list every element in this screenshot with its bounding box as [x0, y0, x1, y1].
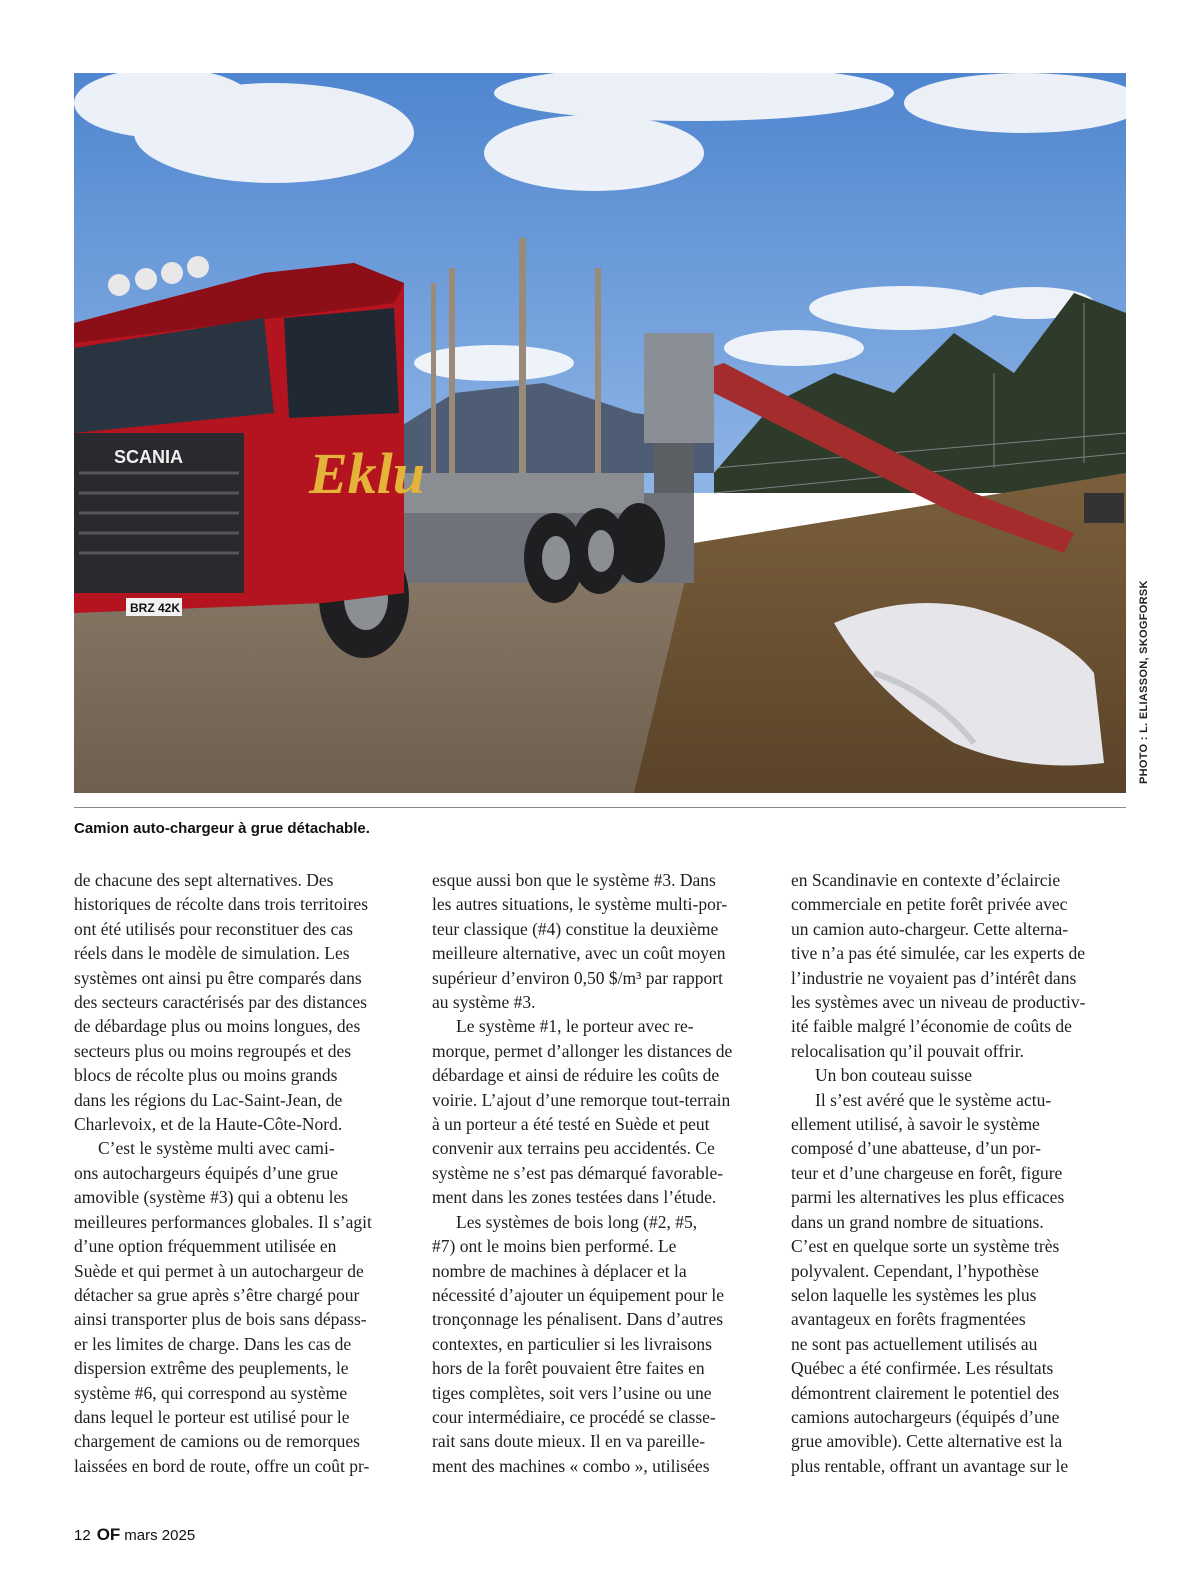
cab-name-text: Eklu [309, 441, 426, 506]
text-line: commerciale en petite forêt privée avec [791, 894, 1068, 915]
paragraph [432, 1014, 768, 1209]
photo-caption: Camion auto-chargeur à grue détachable. [74, 820, 370, 837]
text-line: ont été utilisés pour reconstituer des cas [74, 918, 353, 939]
text-line: amovible (système #3) qui a obtenu les [74, 1187, 349, 1208]
text-line: d’une option fréquemment utilisée en [74, 1236, 337, 1257]
text-line: ons autochargeurs équipés d’une grue [74, 1162, 339, 1183]
text-line: tiges complètes, soit vers l’usine ou une [432, 1382, 712, 1403]
text-line: blocs de récolte plus ou moins grands [74, 1065, 338, 1086]
text-line: les systèmes avec un niveau de productiv- [791, 992, 1086, 1013]
text-line: système ne s’est pas démarqué favorable- [432, 1162, 724, 1183]
text-line: dans un grand nombre de situations. [791, 1211, 1044, 1232]
text-line: camions autochargeurs (équipés d’une [791, 1406, 1060, 1427]
text-line: ment des machines « combo », utilisées [432, 1455, 710, 1476]
text-line: des secteurs caractérisés par des distances [74, 992, 367, 1013]
text-line: démontrent clairement le potentiel des [791, 1382, 1060, 1403]
text-line: esque aussi bon que le système #3. Dans [432, 870, 716, 890]
text-line: voirie. L’ajout d’une remorque tout-terrain [432, 1089, 731, 1110]
text-line: dispersion extrême des peuplements, le [74, 1358, 349, 1379]
text-line: polyvalent. Cependant, l’hypothèse [791, 1260, 1039, 1281]
text-line: cour intermédiaire, ce procédé se classe- [432, 1406, 716, 1427]
text-line: l’industrie ne voyaient pas d’intérêt dans [791, 967, 1077, 988]
text-column-2 [432, 868, 768, 1478]
text-line: Le système #1, le porteur avec re- [456, 1016, 694, 1037]
magazine-name: OF [96, 1525, 121, 1544]
text-line: débardage et ainsi de réduire les coûts de [432, 1065, 720, 1086]
text-line: hors de la forêt pouvaient être faites en [432, 1358, 705, 1379]
text-line: contextes, en particulier si les livraisons [432, 1333, 712, 1354]
paragraph [791, 868, 1127, 1063]
text-line: tive n’a pas été simulée, car les experts de [791, 943, 1085, 964]
plate-text: BRZ 42K [130, 601, 181, 615]
text-line: Les systèmes de bois long (#2, #5, [456, 1211, 698, 1232]
text-line: Un bon couteau suisse [815, 1065, 972, 1086]
text-line: supérieur d’environ 0,50 $/m³ par rapport [432, 967, 723, 988]
text-line: meilleures performances globales. Il s’agit [74, 1211, 372, 1232]
text-line: à un porteur a été testé en Suède et peut [432, 1114, 710, 1135]
text-line: Québec a été confirmée. Les résultats [791, 1358, 1054, 1379]
text-line: de chacune des sept alternatives. Des [74, 870, 334, 890]
text-column-3 [791, 868, 1127, 1478]
text-line: historiques de récolte dans trois territoires [74, 894, 369, 915]
text-line: teur classique (#4) constitue la deuxième [432, 918, 719, 939]
text-line: chargement de camions ou de remorques [74, 1431, 360, 1452]
text-line: ainsi transporter plus de bois sans dépass- [74, 1309, 367, 1330]
text-line: parmi les alternatives les plus efficaces [791, 1187, 1065, 1208]
text-line: rait sans doute mieux. Il en va pareille- [432, 1431, 706, 1452]
text-line: #7) ont le moins bien performé. Le [432, 1236, 677, 1257]
text-line: teur et d’une chargeuse en forêt, figure [791, 1162, 1063, 1183]
text-line: système #6, qui correspond au système [74, 1382, 348, 1403]
text-line: secteurs plus ou moins regroupés et des [74, 1040, 352, 1061]
text-line: réels dans le modèle de simulation. Les [74, 943, 350, 964]
text-line: C’est le système multi avec cami- [98, 1138, 335, 1159]
photo-credit [1134, 580, 1158, 796]
text-line: Il s’est avéré que le système actu- [815, 1089, 1052, 1110]
paragraph [74, 1136, 410, 1478]
paragraph [432, 1210, 768, 1478]
text-line: les autres situations, le système multi-por- [432, 894, 728, 915]
text-line: er les limites de charge. Dans les cas de [74, 1333, 352, 1354]
text-line: plus rentable, offrant un avantage sur le [791, 1455, 1069, 1476]
paragraph [432, 868, 768, 1014]
text-line: de débardage plus ou moins longues, des [74, 1016, 361, 1037]
text-line: Suède et qui permet à un autochargeur de [74, 1260, 364, 1281]
text-column-1 [74, 868, 410, 1478]
text-line: au système #3. [432, 992, 536, 1013]
text-line: C’est en quelque sorte un système très [791, 1236, 1060, 1257]
text-line: ne sont pas actuellement utilisés au [791, 1333, 1038, 1354]
text-line: ment dans les zones testées dans l’étude. [432, 1187, 717, 1208]
text-line: Charlevoix, et de la Haute-Côte-Nord. [74, 1114, 343, 1135]
text-line: morque, permet d’allonger les distances de [432, 1040, 733, 1061]
text-line: composé d’une abatteuse, d’un por- [791, 1138, 1041, 1159]
text-line: relocalisation qu’il pouvait offrir. [791, 1040, 1024, 1061]
paragraph [74, 868, 410, 1136]
text-line: ité faible malgré l’économie de coûts de [791, 1016, 1072, 1037]
truck-photo [74, 73, 1126, 793]
text-line: ellement utilisé, à savoir le système [791, 1114, 1040, 1135]
text-line: nécessité d’ajouter un équipement pour le [432, 1284, 725, 1305]
text-line: systèmes ont ainsi pu être comparés dans [74, 967, 362, 988]
text-line: laissées en bord de route, offre un coût pr- [74, 1455, 370, 1476]
text-line: avantageux en forêts fragmentées [791, 1309, 1026, 1330]
photo-credit-text: PHOTO : L. ELIASSON, SKOGFORSK [1138, 580, 1150, 784]
text-line: convenir aux terrains peu accidentés. Ce [432, 1138, 715, 1159]
text-line: tronçonnage les pénalisent. Dans d’autres [432, 1309, 724, 1330]
text-line: selon laquelle les systèmes les plus [791, 1284, 1037, 1305]
text-line: grue amovible). Cette alternative est la [791, 1431, 1063, 1452]
paragraph [791, 1088, 1127, 1479]
page-footer [74, 1525, 195, 1545]
text-line: un camion auto-chargeur. Cette alterna- [791, 918, 1069, 939]
paragraph [791, 1063, 1127, 1087]
issue-date: mars 2025 [124, 1527, 196, 1544]
text-line: meilleure alternative, avec un coût moyen [432, 943, 726, 964]
text-line: dans les régions du Lac-Saint-Jean, de [74, 1089, 343, 1110]
text-line: dans lequel le porteur est utilisé pour le [74, 1406, 350, 1427]
page-number: 12 [74, 1527, 91, 1544]
text-line: nombre de machines à déplacer et la [432, 1260, 687, 1281]
caption-divider [74, 807, 1126, 808]
text-line: détacher sa grue après s’être chargé pour [74, 1284, 360, 1305]
cab-brand-text: SCANIA [114, 447, 184, 467]
text-line: en Scandinavie en contexte d’éclaircie [791, 870, 1061, 890]
